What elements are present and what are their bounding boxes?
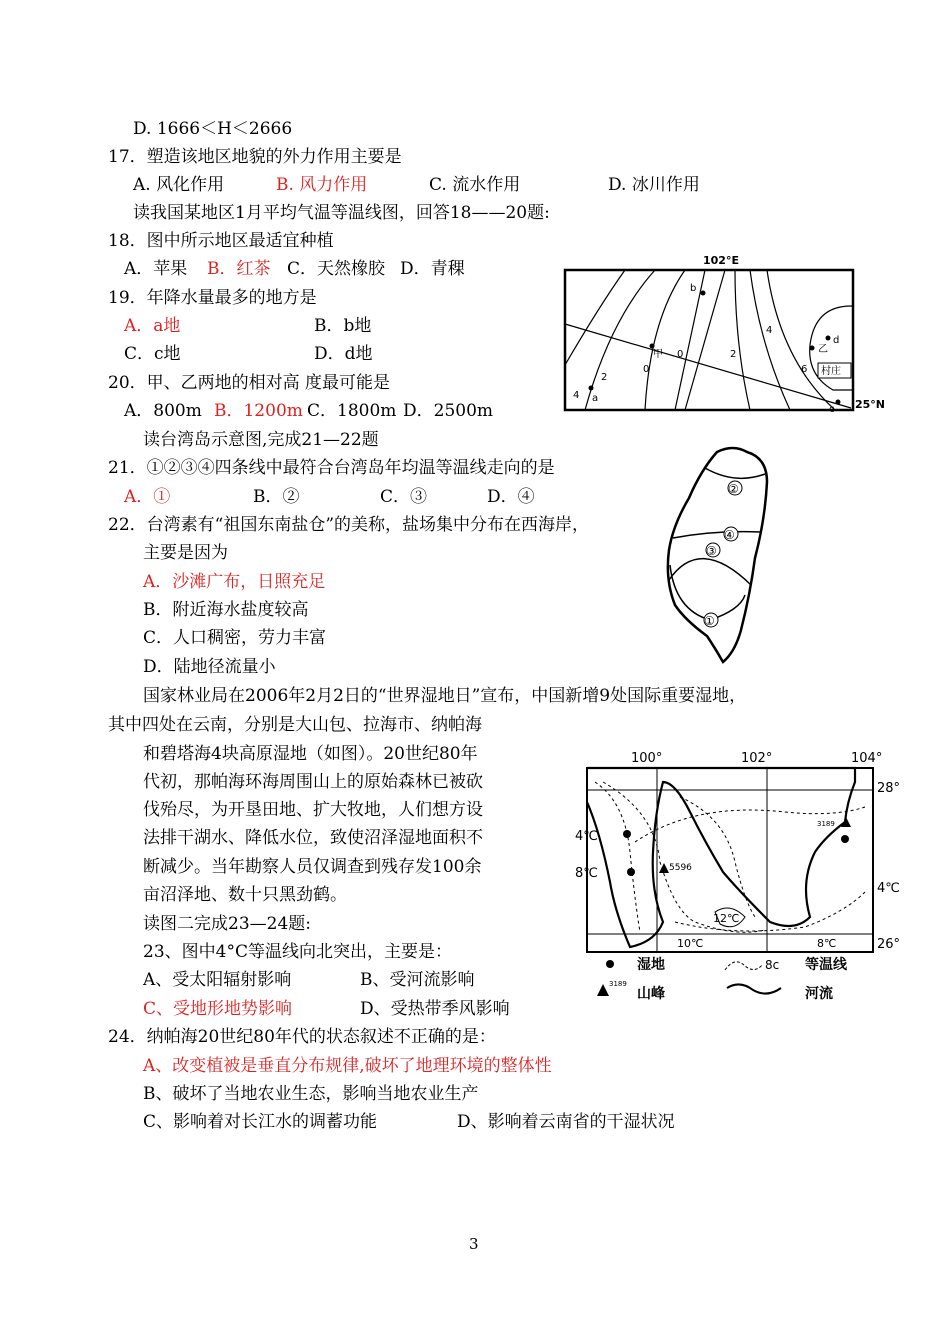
legend-river-icon [727,984,781,993]
point-jia-dot [650,344,655,349]
point-d-label: d [833,335,840,346]
legend-river-label: 河流 [805,986,833,1002]
q19-stem: 19．年降水量最多的地方是 [108,288,317,308]
q24-option-d: D、影响着云南省的干湿状况 [457,1112,675,1132]
q17-stem: 17．塑造该地区地貌的外力作用主要是 [108,147,402,167]
q20-option-b: B．1200m [214,401,303,421]
legend-isotherm-value: 8c [765,958,780,972]
point-d-dot [826,336,831,341]
q19-option-a: A．a地 [124,316,181,336]
lon-100-label: 100° [631,751,663,766]
passage-line-6: 法排干湖水、降低水位，致使沼泽湿地面积不 [143,828,483,848]
iso-label-4a: 4 [573,390,580,401]
iso-8s-label: 8℃ [817,937,837,950]
isotherm-map [555,250,895,420]
map1-meridian-label: 102°E [703,254,739,267]
wetland-dot-2 [627,868,635,876]
point-yi-label: 乙 [818,344,828,355]
point-c-label: c [829,404,835,415]
lon-104-label: 104° [851,751,883,766]
iso-4w-label: 4℃ [575,829,598,844]
intro-18-20: 读我国某地区1月平均气温等温线图，回答18——20题: [133,203,550,223]
q21-option-c: C．③ [380,487,428,507]
q20-option-a: A．800m [124,401,202,421]
isotherm-line-2 [705,468,765,478]
passage-line-3: 和碧塔海4块高原湿地（如图）。20世纪80年 [143,744,478,764]
q23-option-b: B、受河流影响 [360,970,475,990]
q22-stem: 22．台湾素有“祖国东南盐仓”的美称，盐场集中分布在西海岸， [108,515,590,535]
point-jia-label: 甲 [653,349,663,360]
isotherm-0-east [735,270,750,410]
q23-stem: 23、图中4°C等温线向北突出，主要是： [143,942,452,962]
lat-26-label: 26° [877,937,901,952]
q17-option-a: A. 风化作用 [133,175,225,195]
q22-option-b: B．附近海水盐度较高 [143,600,309,620]
isotherm-2-east [750,270,790,410]
q18-option-d: D．青稞 [400,259,465,279]
q24-option-c: C、影响着对长江水的调蓄功能 [143,1112,378,1132]
point-a-dot [589,386,594,391]
legend-isotherm-icon [725,962,763,970]
legend-wetland-label: 湿地 [637,957,665,973]
intro-21-22: 读台湾岛示意图,完成21—22题 [143,430,379,450]
lat-28-label: 28° [877,781,901,796]
q19-option-d: D．d地 [314,344,373,364]
q18-option-a: A．苹果 [124,259,188,279]
intro-23-24: 读图二完成23—24题: [143,914,311,934]
q18-option-c: C．天然橡胶 [287,259,386,279]
isotherm-8c-west [603,782,765,932]
q21-stem: 21．①②③④四条线中最符合台湾岛年均温等温线走向的是 [108,458,555,478]
q22-option-a: A．沙滩广布，日照充足 [143,572,326,592]
q18-option-b: B．红茶 [207,259,271,279]
q17-option-b: B. 风力作用 [276,175,368,195]
passage-line-2: 其中四处在云南，分别是大山包、拉海市、纳帕海 [108,715,482,735]
passage-line-8: 亩沼泽地、数十只黑劲鹤。 [143,885,347,905]
q21-option-d: D．④ [487,487,535,507]
q17-option-c: C. 流水作用 [429,175,521,195]
q19-option-b: B．b地 [314,316,372,336]
village-label: 村庄 [821,366,841,377]
peak-5596-label: 5596 [669,863,692,873]
passage-line-1: 国家林业局在2006年2月2日的“世界湿地日”宣布，中国新增9处国际重要湿地， [143,686,747,706]
isotherm-4-east [767,270,835,410]
yunnan-wetland-map [555,742,915,1004]
q22-option-d: D．陆地径流量小 [143,657,276,677]
circle-1-label: ① [704,614,715,628]
legend-isotherm-label: 等温线 [805,957,847,973]
q20-option-d: D．2500m [403,401,494,421]
peak-3189-label: 3189 [817,820,835,828]
passage-line-5: 伐殆尽，为开垦田地、扩大牧地，人们想方设 [143,800,483,820]
page-number: 3 [469,1235,479,1253]
map1-parallel-label: 25°N [855,398,886,411]
q17-option-d: D. 冰川作用 [608,175,700,195]
wetland-dot-1 [623,830,631,838]
taiwan-map [655,440,780,670]
isotherm-line-3 [669,559,751,585]
iso-10-label: 10℃ [677,937,704,950]
q16-option-d: D. 1666＜H＜2666 [133,119,293,139]
q23-option-a: A、受太阳辐射影响 [143,970,292,990]
circle-3-label: ③ [706,544,717,558]
iso-label-0b: 0 [677,349,684,360]
circle-2-label: ② [728,482,739,496]
q24-option-b: B、破坏了当地农业生态，影响当地农业生产 [143,1084,479,1104]
legend-wetland-icon [606,960,614,968]
point-a-label: a [592,393,599,404]
iso-label-2b: 2 [730,349,737,360]
q23-option-c: C、受地形地势影响 [143,999,293,1019]
map1-frame [565,270,853,410]
peak-icon-2 [841,817,851,827]
wetland-dot-3 [841,835,849,843]
point-b-label: b [690,283,697,294]
point-b-dot [701,291,706,296]
iso-label-6: 6 [801,364,808,375]
passage-line-7: 断减少。当年勘察人员仅调查到残存发100余 [143,857,482,877]
q18-stem: 18．图中所示地区最适宜种植 [108,231,334,251]
iso-label-0a: 0 [643,364,650,375]
iso-label-2a: 2 [601,372,608,383]
q24-stem: 24．纳帕海20世纪80年代的状态叙述不正确的是： [108,1027,496,1047]
legend-peak-label: 山峰 [637,986,665,1002]
iso-4e-label: 4℃ [877,881,900,896]
lon-102-label: 102° [741,751,773,766]
q20-stem: 20．甲、乙两地的相对高 度最可能是 [108,373,391,393]
point-c-dot [836,400,841,405]
q20-option-c: C．1800m [307,401,397,421]
legend-peak-icon [597,984,609,996]
q24-option-a: A、改变植被是垂直分布规律,破坏了地理环境的整体性 [143,1056,552,1076]
q21-option-a: A．① [124,487,171,507]
iso-8w-label: 8℃ [575,866,598,881]
passage-line-4: 代初，那帕海环海周围山上的原始森林已被砍 [143,772,483,792]
q19-option-c: C．c地 [124,344,181,364]
iso-label-4b: 4 [766,325,773,336]
iso-12-label: 12℃ [713,912,740,925]
q22-option-c: C．人口稠密，劳力丰富 [143,628,327,648]
map1-boundary-line [565,324,851,408]
q22-stem-cont: 主要是因为 [143,543,228,563]
circle-4-label: ④ [724,528,735,542]
point-yi-dot [810,346,815,351]
isotherm-4-west [565,270,625,365]
isotherm-line-4 [673,532,761,538]
q21-option-b: B．② [253,487,300,507]
legend-peak-value: 3189 [609,980,627,988]
q23-option-d: D、受热带季风影响 [360,999,510,1019]
